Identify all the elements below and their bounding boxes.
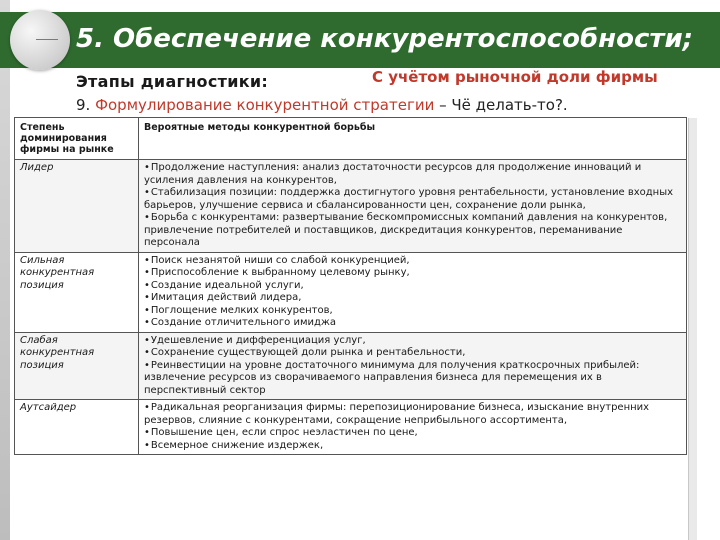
method-item: • Радикальная реорганизация фирмы: перепозиционирование бизнеса, изыскание внутренних резервов, слияние с конкурентами, сокращение неприбыльного ассортимента, [144, 402, 681, 427]
header-position: Степень доминирования фирмы на рынке [15, 118, 139, 160]
method-item: • Реинвестиции на уровне достаточного минимума для получения краткосрочных прибылей: извлечение ресурсов из сворачиваемого направления бизнеса для перемещения их в перспективный сектор [144, 360, 681, 398]
row-methods [139, 332, 687, 400]
stage-line [76, 96, 568, 114]
method-item: • Всемерное снижение издержек, [144, 440, 681, 453]
method-item: • Сохранение существующей доли рынка и рентабельности, [144, 347, 681, 360]
right-edge-strip [688, 118, 697, 540]
row-methods [139, 400, 687, 455]
method-item: • Стабилизация позиции: поддержка достигнутого уровня рентабельности, установление входных барьеров, улучшение сервиса и сбалансированности цен, сохранение доли рынка, [144, 187, 681, 212]
badge-line [36, 39, 58, 40]
method-item: • Поиск незанятой ниши со слабой конкуренцией, [144, 255, 681, 268]
method-item: • Приспособление к выбранному целевому рынку, [144, 267, 681, 280]
side-strip [0, 0, 10, 540]
row-methods [139, 252, 687, 332]
slide-title: 5. Обеспечение конкурентоспособности; [76, 24, 694, 54]
slide-badge-icon [10, 10, 70, 70]
method-item: • Создание отличительного имиджа [144, 317, 681, 330]
header-methods: Вероятные методы конкурентной борьбы [139, 118, 687, 160]
strategy-table [14, 117, 687, 455]
row-position: Лидер [15, 160, 139, 253]
subtitle-market-share: С учётом рыночной доли фирмы [372, 68, 658, 86]
method-item: • Борьба с конкурентами: развертывание бескомпромиссных компаний давления на конкурентов, привлечение потребителей и поставщиков, дискредитация конкурентов, переманивание персонала [144, 212, 681, 250]
row-position: Слабая конкурентная позиция [15, 332, 139, 400]
stage-text: Формулирование конкурентной стратегии [95, 96, 435, 114]
table-row [15, 400, 687, 455]
subtitle-stages: Этапы диагностики: [76, 72, 269, 91]
method-item: • Имитация действий лидера, [144, 292, 681, 305]
table-row [15, 252, 687, 332]
row-methods [139, 160, 687, 253]
method-item: • Повышение цен, если спрос неэластичен по цене, [144, 427, 681, 440]
stage-number: 9. [76, 96, 91, 114]
table-row [15, 160, 687, 253]
method-item: • Создание идеальной услуги, [144, 280, 681, 293]
table-header-row [15, 118, 687, 160]
method-item: • Удешевление и дифференциация услуг, [144, 335, 681, 348]
row-position: Аутсайдер [15, 400, 139, 455]
method-item: • Поглощение мелких конкурентов, [144, 305, 681, 318]
stage-suffix: – Чё делать-то?. [434, 96, 568, 114]
row-position: Сильная конкурентная позиция [15, 252, 139, 332]
method-item: • Продолжение наступления: анализ достаточности ресурсов для продолжение инноваций и усиления давления на конкурентов, [144, 162, 681, 187]
table-row [15, 332, 687, 400]
